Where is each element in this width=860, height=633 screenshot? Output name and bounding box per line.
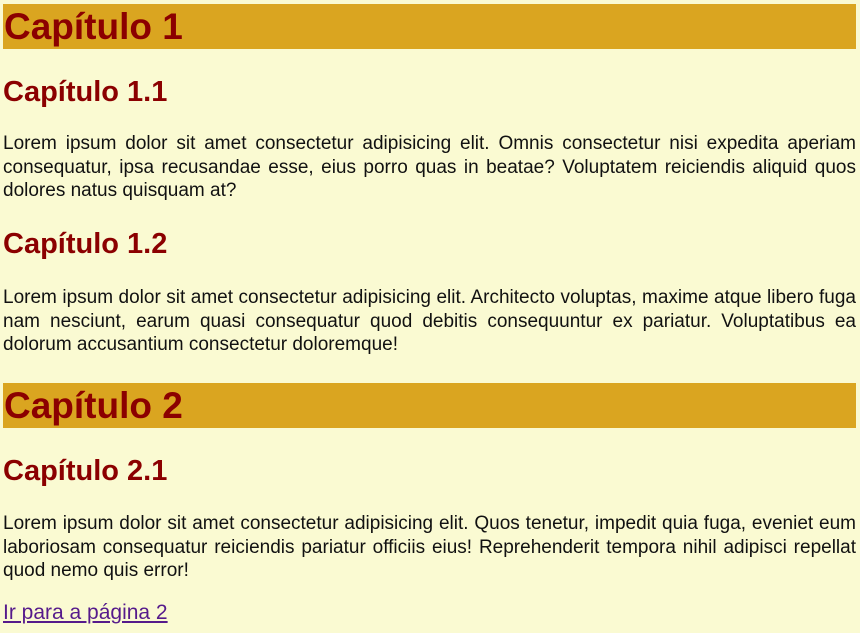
section-2-1-heading: Capítulo 2.1 <box>3 455 168 487</box>
chapter-2-heading: Capítulo 2 <box>3 383 856 428</box>
section-1-2-paragraph: Lorem ipsum dolor sit amet consectetur adipisicing elit. Architecto voluptas, maxime atque libero fuga nam nesciunt, earum quasi consequatur quod debitis consequuntur ex pariatur. Voluptatibus ea dolorum accusantium consectetur doloremque! <box>3 287 856 355</box>
section-1-2-heading: Capítulo 1.2 <box>3 228 168 260</box>
next-page-link[interactable]: Ir para a página 2 <box>3 601 168 624</box>
section-2-1-paragraph: Lorem ipsum dolor sit amet consectetur adipisicing elit. Quos tenetur, impedit quia fuga, eveniet eum laboriosam consequatur reiciendis pariatur officiis eius! Reprehenderit tempora nihil adipisci repellat quod nemo quis error! <box>3 513 856 581</box>
section-1-1-heading: Capítulo 1.1 <box>3 76 168 108</box>
section-1-1-paragraph: Lorem ipsum dolor sit amet consectetur adipisicing elit. Omnis consectetur nisi expedita aperiam consequatur, ipsa recusandae esse, eius porro quas in beatae? Voluptatem reiciendis aliquid quos dolores natus quisquam at? <box>3 133 856 201</box>
chapter-1-heading: Capítulo 1 <box>3 4 856 49</box>
